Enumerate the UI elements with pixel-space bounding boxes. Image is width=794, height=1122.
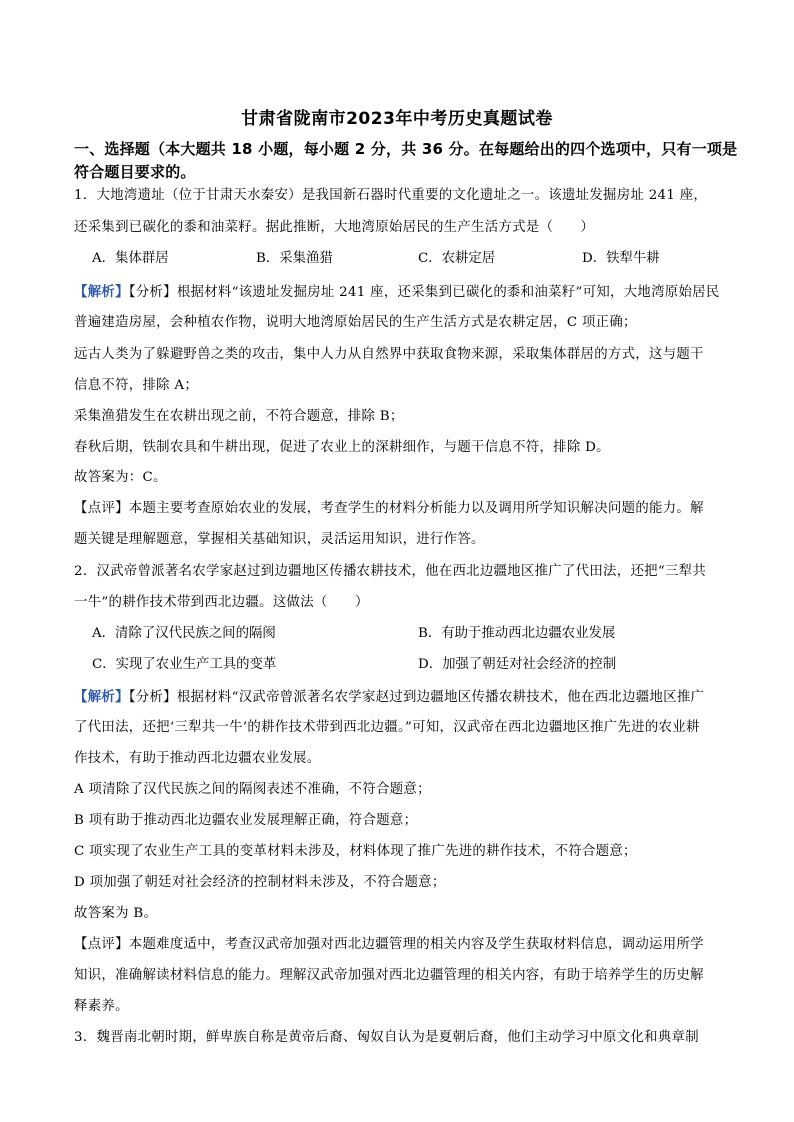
q1-analysis-line: 普遍建造房屋，会种植农作物，说明大地湾原始居民的生产生活方式是农耕定居，C 项正确； [74,315,637,330]
q1-analysis-line: 春秋后期，铁制农具和牛耕出现，促进了农业上的深耕细作，与题干信息不符，排除 D。 [74,440,610,455]
q1-comment-line [74,499,786,519]
comment-text: 本题主要考查原始农业的发展，考查学生的材料分析能力以及调用所学知识解决问题的能力。解 [128,501,704,516]
q2-option-c: C．实现了农业生产工具的变革 [92,657,277,672]
section-heading [74,138,784,184]
q2-analysis-line: 了代田法，还把‘三犁共一牛’的耕作技术带到西北边疆。”可知，汉武帝在西北边疆地区推广先进的农业耕 [74,720,700,735]
q1-answer-line: 故答案为：C。 [74,470,167,485]
q1-stem-line: 1．大地湾遗址（位于甘肃天水秦安）是我国新石器时代重要的文化遗址之一。该遗址发掘房址 241 座， [74,188,708,203]
q2-comment-line: 释素养。 [74,999,129,1014]
q2-stem-line: 一牛”的耕作技术带到西北边疆。这做法（ ） [74,595,369,610]
q1-analysis-line: 采集渔猎发生在农耕出现之前，不符合题意，排除 B； [74,409,404,424]
analysis-tag: 【解析】 [74,284,129,300]
q2-option-a: A．清除了汉代民族之间的隔阂 [92,626,276,641]
q1-option-c: C．农耕定居 [418,251,496,266]
comment-text: 本题难度适中，考查汉武帝加强对西北边疆管理的相关内容及学生获取材料信息，调动运用所学 [128,937,704,952]
comment-tag: 【点评】 [74,937,129,952]
analysis-text: 【分析】根据材料“汉武帝曾派著名农学家赵过到边疆地区传播农耕技术，他在西北边疆地区推广 [128,690,705,705]
q1-analysis-line: 远古人类为了躲避野兽之类的攻击，集中人力从自然界中获取食物来源，采取集体群居的方式，这与题干 [74,347,704,362]
q1-comment-line: 题关键是理解题意，掌握相关基础知识，灵活运用知识，进行作答。 [74,532,485,547]
q1-option-d: D．铁犁牛耕 [582,251,660,266]
q2-answer-line: 故答案为 B。 [74,906,158,921]
q2-comment-line: 知识，准确解读材料信息的能力。理解汉武帝加强对西北边疆管理的相关内容，有助于培养学生的历史解 [74,968,704,983]
analysis-tag: 【解析】 [74,689,129,705]
q2-analysis-line: B 项有助于推动西北边疆农业发展理解正确，符合题意； [74,813,418,828]
q1-option-b: B．采集渔猎 [256,251,333,266]
q1-analysis-line [74,282,786,303]
section-heading-line: 符合题目要求的。 [74,163,196,181]
section-heading-line: 一、选择题（本大题共 18 小题，每小题 2 分，共 36 分。在每题给出的四个选项中，只有一项是 [74,140,738,158]
q2-stem-line: 2．汉武帝曾派著名农学家赵过到边疆地区传播农耕技术，他在西北边疆地区推广了代田法，还把“三犁共 [74,564,707,579]
q2-analysis-line [74,687,786,708]
q2-analysis-line: C 项实现了农业生产工具的变革材料未涉及，材料体现了推广先进的耕作技术，不符合题意； [74,844,637,859]
q2-option-b: B．有助于推动西北边疆农业发展 [418,626,616,641]
analysis-text: 【分析】根据材料“该遗址发掘房址 241 座，还采集到已碳化的黍和油菜籽”可知，大地湾原始居民 [128,285,720,300]
q2-option-d: D．加强了朝廷对社会经济的控制 [418,657,617,672]
page-title: 甘肃省陇南市2023年中考历史真题试卷 [241,109,553,129]
q1-option-a: A．集体群居 [92,251,169,266]
q3-stem-line: 3．魏晋南北朝时期，鲜卑族自称是黄帝后裔、匈奴自认为是夏朝后裔，他们主动学习中原文化和典章制 [74,1030,699,1045]
q2-comment-line [74,935,786,955]
q2-analysis-line: 作技术，有助于推动西北边疆农业发展。 [74,751,321,766]
q1-analysis-line: 信息不符，排除 A； [74,378,199,393]
q2-analysis-line: A 项清除了汉代民族之间的隔阂表述不准确，不符合题意； [74,782,431,797]
comment-tag: 【点评】 [74,501,129,516]
q2-analysis-line: D 项加强了朝廷对社会经济的控制材料未涉及，不符合题意； [74,875,446,890]
q1-stem-line: 还采集到已碳化的黍和油菜籽。据此推断，大地湾原始居民的生产生活方式是（ ） [74,220,595,235]
